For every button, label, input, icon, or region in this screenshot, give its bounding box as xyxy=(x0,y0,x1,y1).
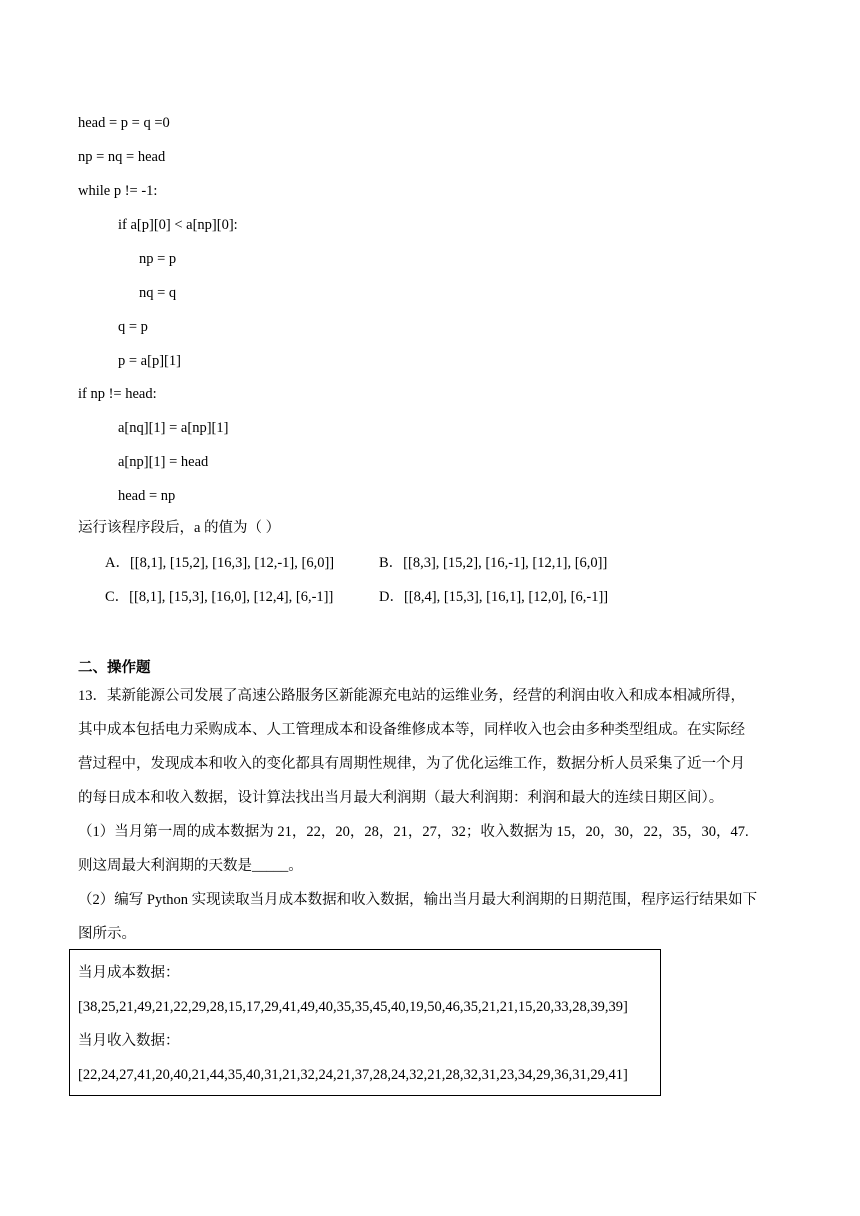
code-line: np = p xyxy=(139,251,177,267)
code-line: a[nq][1] = a[np][1] xyxy=(118,420,229,436)
option-c: C．[[8,1], [15,3], [16,0], [12,4], [6,-1]] xyxy=(105,589,334,605)
code-line: a[np][1] = head xyxy=(118,454,209,470)
code-line: head = np xyxy=(118,488,176,504)
option-b: B．[[8,3], [15,2], [16,-1], [12,1], [6,0]] xyxy=(379,555,608,571)
code-line: if np != head: xyxy=(78,386,157,402)
subquestion-2-cont: 图所示。 xyxy=(78,926,136,942)
income-label: 当月收入数据： xyxy=(78,1033,180,1049)
subquestion-1-cont xyxy=(78,856,303,876)
code-line: head = p = q =0 xyxy=(78,115,170,131)
code-line: q = p xyxy=(118,319,148,335)
code-line: p = a[p][1] xyxy=(118,353,181,369)
paragraph-line: 其中成本包括电力采购成本、人工管理成本和设备维修成本等，同样收入也会由多种类型组成。在实际经 xyxy=(78,722,745,738)
option-d: D．[[8,4], [15,3], [16,1], [12,0], [6,-1]] xyxy=(379,589,609,605)
cost-data: [38,25,21,49,21,22,29,28,15,17,29,41,49,40,35,35,45,40,19,50,46,35,21,21,15,20,33,28,39,39] xyxy=(78,999,628,1015)
answer-blank: _____ xyxy=(252,858,289,874)
code-line: np = nq = head xyxy=(78,149,166,165)
subquestion-1: （1）当月第一周的成本数据为 21，22，20，28，21，27，32；收入数据为 15，20，30，22，35，30，47. xyxy=(78,824,749,840)
section-title: 二、操作题 xyxy=(78,660,151,676)
code-line: nq = q xyxy=(139,285,177,301)
code-line: while p != -1: xyxy=(78,183,158,199)
cost-label: 当月成本数据： xyxy=(78,965,180,981)
question-text: 运行该程序段后，a 的值为（ ） xyxy=(78,520,281,536)
paragraph-line: 的每日成本和收入数据，设计算法找出当月最大利润期（最大利润期：利润和最大的连续日期区间）。 xyxy=(78,790,724,806)
subquestion-1-end: 。 xyxy=(288,858,303,874)
paragraph-line: 营过程中，发现成本和收入的变化都具有周期性规律，为了优化运维工作，数据分析人员采集了近一个月 xyxy=(78,756,745,772)
paragraph-line: 13．某新能源公司发展了高速公路服务区新能源充电站的运维业务，经营的利润由收入和成本相减所得， xyxy=(78,688,745,704)
subquestion-1-text: 则这周最大利润期的天数是 xyxy=(78,858,252,874)
income-data: [22,24,27,41,20,40,21,44,35,40,31,21,32,24,21,37,28,24,32,21,28,32,31,23,34,29,36,31,29,41] xyxy=(78,1067,628,1083)
subquestion-2: （2）编写 Python 实现读取当月成本数据和收入数据，输出当月最大利润期的日期范围，程序运行结果如下 xyxy=(78,892,758,908)
code-line: if a[p][0] < a[np][0]: xyxy=(118,217,238,233)
option-a: A．[[8,1], [15,2], [16,3], [12,-1], [6,0]] xyxy=(105,555,335,571)
